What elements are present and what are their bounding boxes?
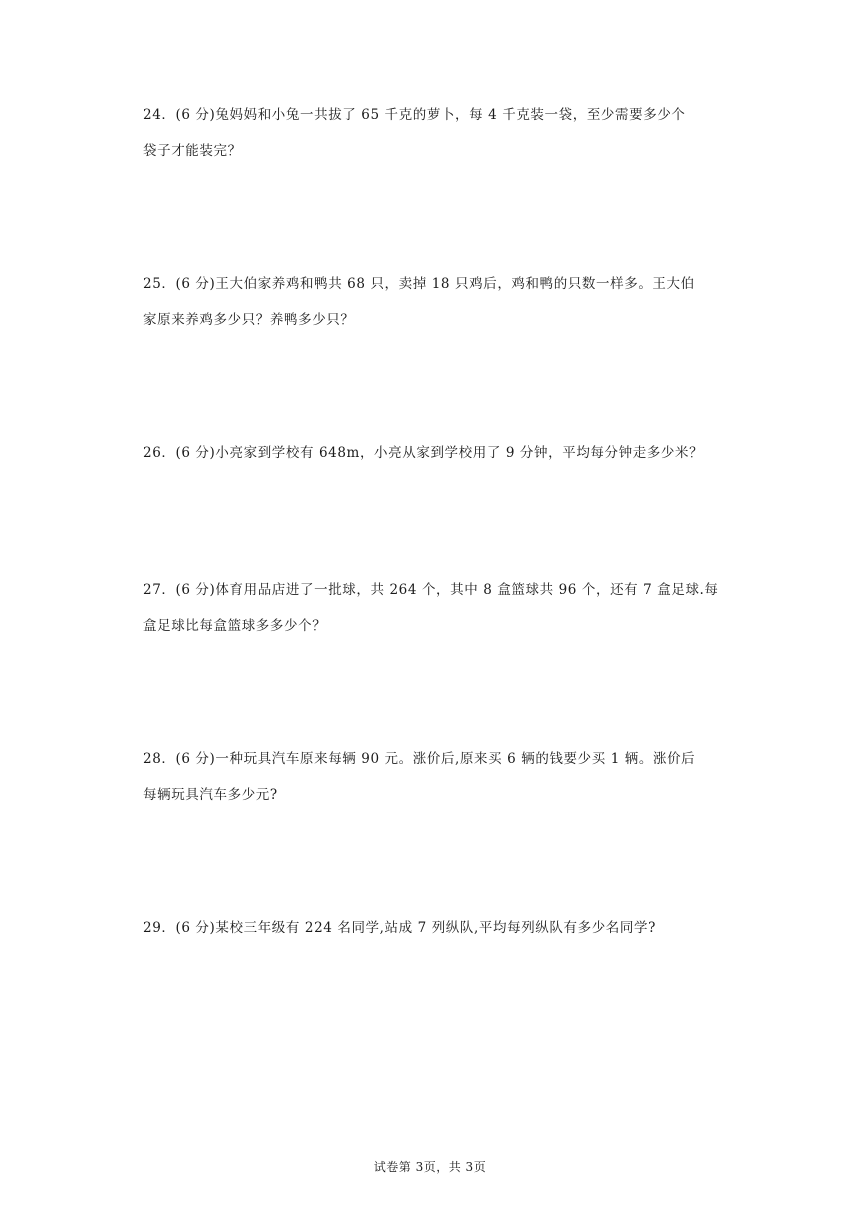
- question-text-line: 袋子才能装完？: [143, 143, 242, 159]
- question-text-line: 每辆玩具汽车多少元?: [143, 787, 278, 803]
- question-27: [143, 572, 723, 644]
- question-text-line: 29．(6 分)某校三年级有 224 名同学,站成 7 列纵队,平均每列纵队有多少名同学?: [143, 920, 656, 936]
- page-footer: 试卷第 3页，共 3页: [373, 1160, 487, 1174]
- question-text-line: 25．(6 分)王大伯家养鸡和鸭共 68 只，卖掉 18 只鸡后，鸡和鸭的只数一样多。王大伯: [143, 276, 695, 292]
- question-25: [143, 266, 723, 338]
- question-26: [143, 435, 723, 471]
- question-28: [143, 741, 723, 813]
- question-text-line: 28．(6 分)一种玩具汽车原来每辆 90 元。涨价后,原来买 6 辆的钱要少买 1 辆。涨价后: [143, 751, 696, 767]
- question-text-line: 27．(6 分)体育用品店进了一批球，共 264 个，其中 8 盒篮球共 96 个，还有 7 盒足球.每: [143, 582, 719, 598]
- question-text-line: 26．(6 分)小亮家到学校有 648m，小亮从家到学校用了 9 分钟，平均每分钟走多少米？: [143, 445, 704, 461]
- question-24: [143, 97, 723, 169]
- question-29: [143, 910, 723, 946]
- question-text-line: 家原来养鸡多少只？养鸭多少只？: [143, 312, 355, 328]
- question-text-line: 盒足球比每盒篮球多多少个？: [143, 618, 327, 634]
- question-text-line: 24．(6 分)兔妈妈和小兔一共拔了 65 千克的萝卜，每 4 千克装一袋，至少需要多少个: [143, 107, 686, 123]
